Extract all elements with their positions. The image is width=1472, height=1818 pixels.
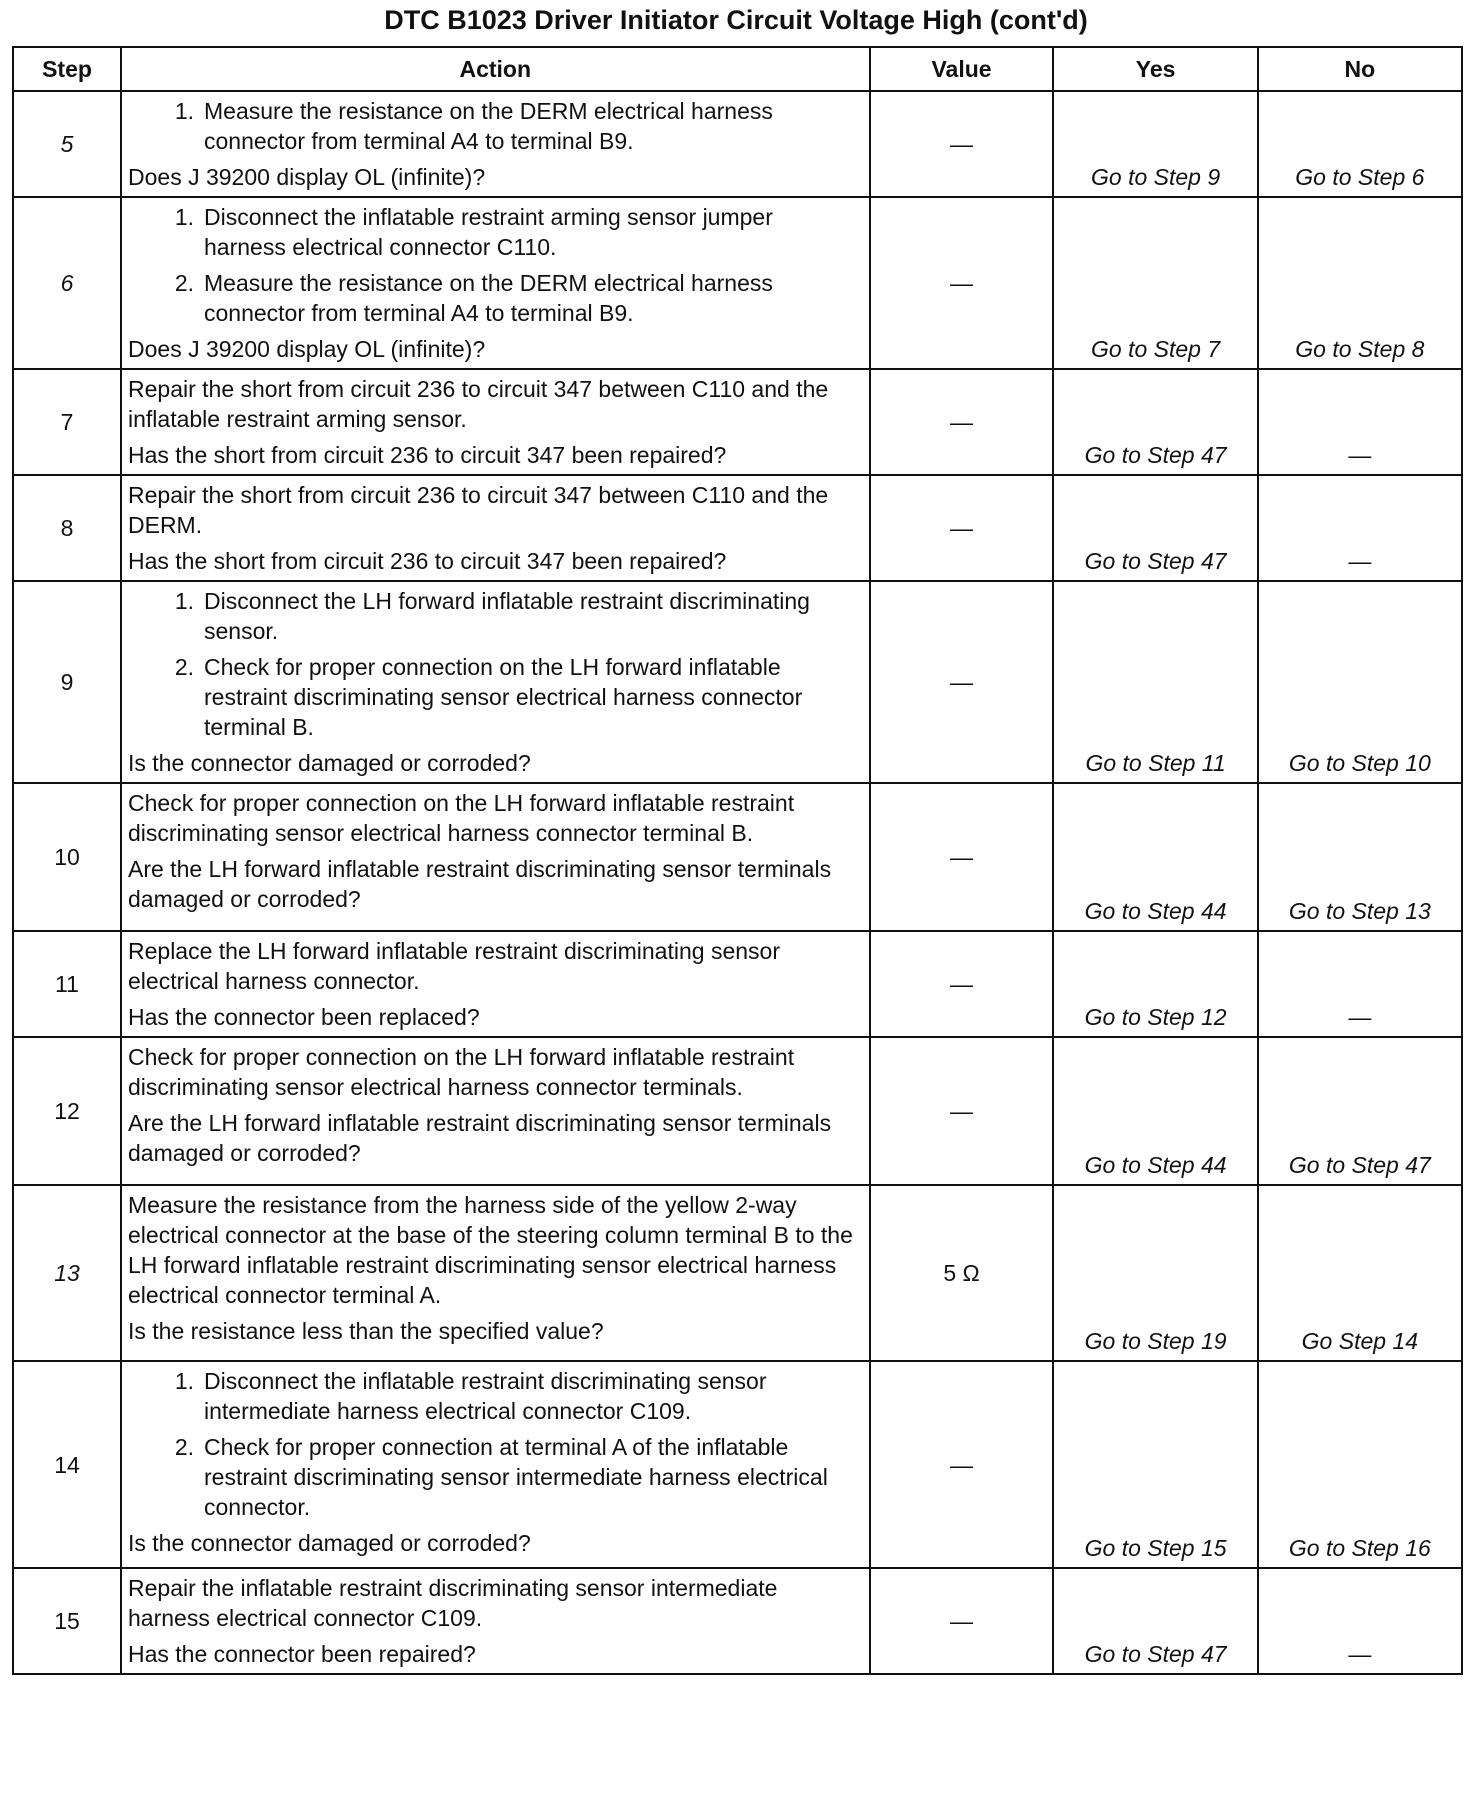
action-statement: Replace the LH forward inflatable restraint discriminating sensor electrical harness connector. — [128, 938, 780, 994]
item-number: 1. — [174, 588, 194, 614]
table-row — [13, 475, 1462, 581]
action-question: Does J 39200 display OL (infinite)? — [128, 164, 486, 190]
value-cell: — — [870, 475, 1054, 581]
action-cell — [121, 1361, 870, 1568]
item-text: Disconnect the LH forward inflatable restraint discriminating sensor. — [204, 588, 810, 644]
no-result: — — [1258, 475, 1462, 581]
header-value: Value — [870, 47, 1054, 91]
action-question: Are the LH forward inflatable restraint discriminating sensor terminals damaged or corroded? — [128, 856, 832, 912]
action-question: Has the connector been repaired? — [128, 1641, 476, 1667]
step-number: 10 — [13, 783, 121, 931]
action-question: Has the connector been replaced? — [128, 1004, 480, 1030]
yes-result: Go to Step 19 — [1053, 1185, 1257, 1361]
table-row — [13, 91, 1462, 197]
page-title: DTC B1023 Driver Initiator Circuit Voltage High (cont'd) — [384, 5, 1088, 35]
action-cell — [121, 197, 870, 369]
action-statement: Repair the short from circuit 236 to circuit 347 between C110 and the DERM. — [128, 482, 829, 538]
action-cell — [121, 369, 870, 475]
action-question: Is the connector damaged or corroded? — [128, 750, 531, 776]
step-number: 6 — [13, 197, 121, 369]
no-result: Go to Step 6 — [1258, 91, 1462, 197]
action-question: Is the resistance less than the specified value? — [128, 1318, 604, 1344]
table-row — [13, 1361, 1462, 1568]
no-result: Go to Step 47 — [1258, 1037, 1462, 1185]
value-cell: — — [870, 91, 1054, 197]
item-text: Disconnect the inflatable restraint discriminating sensor intermediate harness electrical connector C109. — [204, 1368, 767, 1424]
action-cell — [121, 1037, 870, 1185]
action-cell — [121, 475, 870, 581]
action-statement: Repair the inflatable restraint discriminating sensor intermediate harness electrical connector C109. — [128, 1575, 778, 1631]
no-result: — — [1258, 1568, 1462, 1674]
action-numbered-item — [128, 1366, 861, 1426]
header-step: Step — [13, 47, 121, 91]
step-number: 8 — [13, 475, 121, 581]
no-result: — — [1258, 931, 1462, 1037]
action-numbered-item — [128, 96, 861, 156]
action-cell — [121, 931, 870, 1037]
item-text: Measure the resistance on the DERM electrical harness connector from terminal A4 to terminal B9. — [204, 98, 773, 154]
action-question: Does J 39200 display OL (infinite)? — [128, 336, 486, 362]
value-cell: — — [870, 1361, 1054, 1568]
yes-result: Go to Step 15 — [1053, 1361, 1257, 1568]
step-number: 11 — [13, 931, 121, 1037]
yes-result: Go to Step 44 — [1053, 783, 1257, 931]
item-text: Check for proper connection on the LH forward inflatable restraint discriminating sensor electrical harness connector terminal B. — [204, 654, 803, 740]
action-question: Has the short from circuit 236 to circuit 347 been repaired? — [128, 548, 727, 574]
step-number: 14 — [13, 1361, 121, 1568]
value-cell: — — [870, 197, 1054, 369]
item-text: Disconnect the inflatable restraint arming sensor jumper harness electrical connector C110. — [204, 204, 773, 260]
action-cell — [121, 581, 870, 783]
value-cell: — — [870, 581, 1054, 783]
action-numbered-item — [128, 586, 861, 646]
yes-result: Go to Step 11 — [1053, 581, 1257, 783]
yes-result: Go to Step 12 — [1053, 931, 1257, 1037]
no-result: Go to Step 16 — [1258, 1361, 1462, 1568]
value-cell: — — [870, 1037, 1054, 1185]
no-result: Go Step 14 — [1258, 1185, 1462, 1361]
item-number: 2. — [174, 1434, 194, 1460]
action-question: Are the LH forward inflatable restraint discriminating sensor terminals damaged or corroded? — [128, 1110, 832, 1166]
diagnostic-table — [12, 46, 1463, 1675]
step-number: 12 — [13, 1037, 121, 1185]
value-cell: — — [870, 1568, 1054, 1674]
action-numbered-item — [128, 652, 861, 742]
table-row — [13, 581, 1462, 783]
value-cell: — — [870, 369, 1054, 475]
table-row — [13, 931, 1462, 1037]
yes-result: Go to Step 44 — [1053, 1037, 1257, 1185]
step-number: 13 — [13, 1185, 121, 1361]
action-cell — [121, 91, 870, 197]
action-numbered-item — [128, 1432, 861, 1522]
action-numbered-item — [128, 202, 861, 262]
no-result: Go to Step 13 — [1258, 783, 1462, 931]
item-number: 2. — [174, 654, 194, 680]
item-number: 1. — [174, 98, 194, 124]
yes-result: Go to Step 7 — [1053, 197, 1257, 369]
action-cell — [121, 783, 870, 931]
action-question: Has the short from circuit 236 to circuit 347 been repaired? — [128, 442, 727, 468]
item-number: 1. — [174, 1368, 194, 1394]
table-row — [13, 1185, 1462, 1361]
item-text: Check for proper connection at terminal A of the inflatable restraint discriminating sensor intermediate harness electrical connector. — [204, 1434, 828, 1520]
value-cell: — — [870, 783, 1054, 931]
yes-result: Go to Step 47 — [1053, 1568, 1257, 1674]
action-statement: Measure the resistance from the harness side of the yellow 2-way electrical connector at the base of the steering column terminal B to the LH forward inflatable restraint discriminating sensor electrical harness electrical connector terminal A. — [128, 1192, 853, 1308]
action-numbered-item — [128, 268, 861, 328]
table-row — [13, 1568, 1462, 1674]
action-question: Is the connector damaged or corroded? — [128, 1530, 531, 1556]
action-statement: Check for proper connection on the LH forward inflatable restraint discriminating sensor electrical harness connector terminal B. — [128, 790, 795, 846]
table-row — [13, 197, 1462, 369]
yes-result: Go to Step 47 — [1053, 475, 1257, 581]
action-statement: Repair the short from circuit 236 to circuit 347 between C110 and the inflatable restraint arming sensor. — [128, 376, 829, 432]
table-row — [13, 369, 1462, 475]
header-action: Action — [121, 47, 870, 91]
item-number: 2. — [174, 270, 194, 296]
no-result: Go to Step 10 — [1258, 581, 1462, 783]
header-row — [13, 47, 1462, 91]
step-number: 9 — [13, 581, 121, 783]
action-cell — [121, 1568, 870, 1674]
value-cell: 5 Ω — [870, 1185, 1054, 1361]
action-cell — [121, 1185, 870, 1361]
header-no: No — [1258, 47, 1462, 91]
step-number: 5 — [13, 91, 121, 197]
action-statement: Check for proper connection on the LH forward inflatable restraint discriminating sensor electrical harness connector terminals. — [128, 1044, 795, 1100]
step-number: 7 — [13, 369, 121, 475]
no-result: — — [1258, 369, 1462, 475]
item-text: Measure the resistance on the DERM electrical harness connector from terminal A4 to terminal B9. — [204, 270, 773, 326]
table-row — [13, 783, 1462, 931]
yes-result: Go to Step 47 — [1053, 369, 1257, 475]
item-number: 1. — [174, 204, 194, 230]
step-number: 15 — [13, 1568, 121, 1674]
table-row — [13, 1037, 1462, 1185]
header-yes: Yes — [1053, 47, 1257, 91]
yes-result: Go to Step 9 — [1053, 91, 1257, 197]
value-cell: — — [870, 931, 1054, 1037]
no-result: Go to Step 8 — [1258, 197, 1462, 369]
